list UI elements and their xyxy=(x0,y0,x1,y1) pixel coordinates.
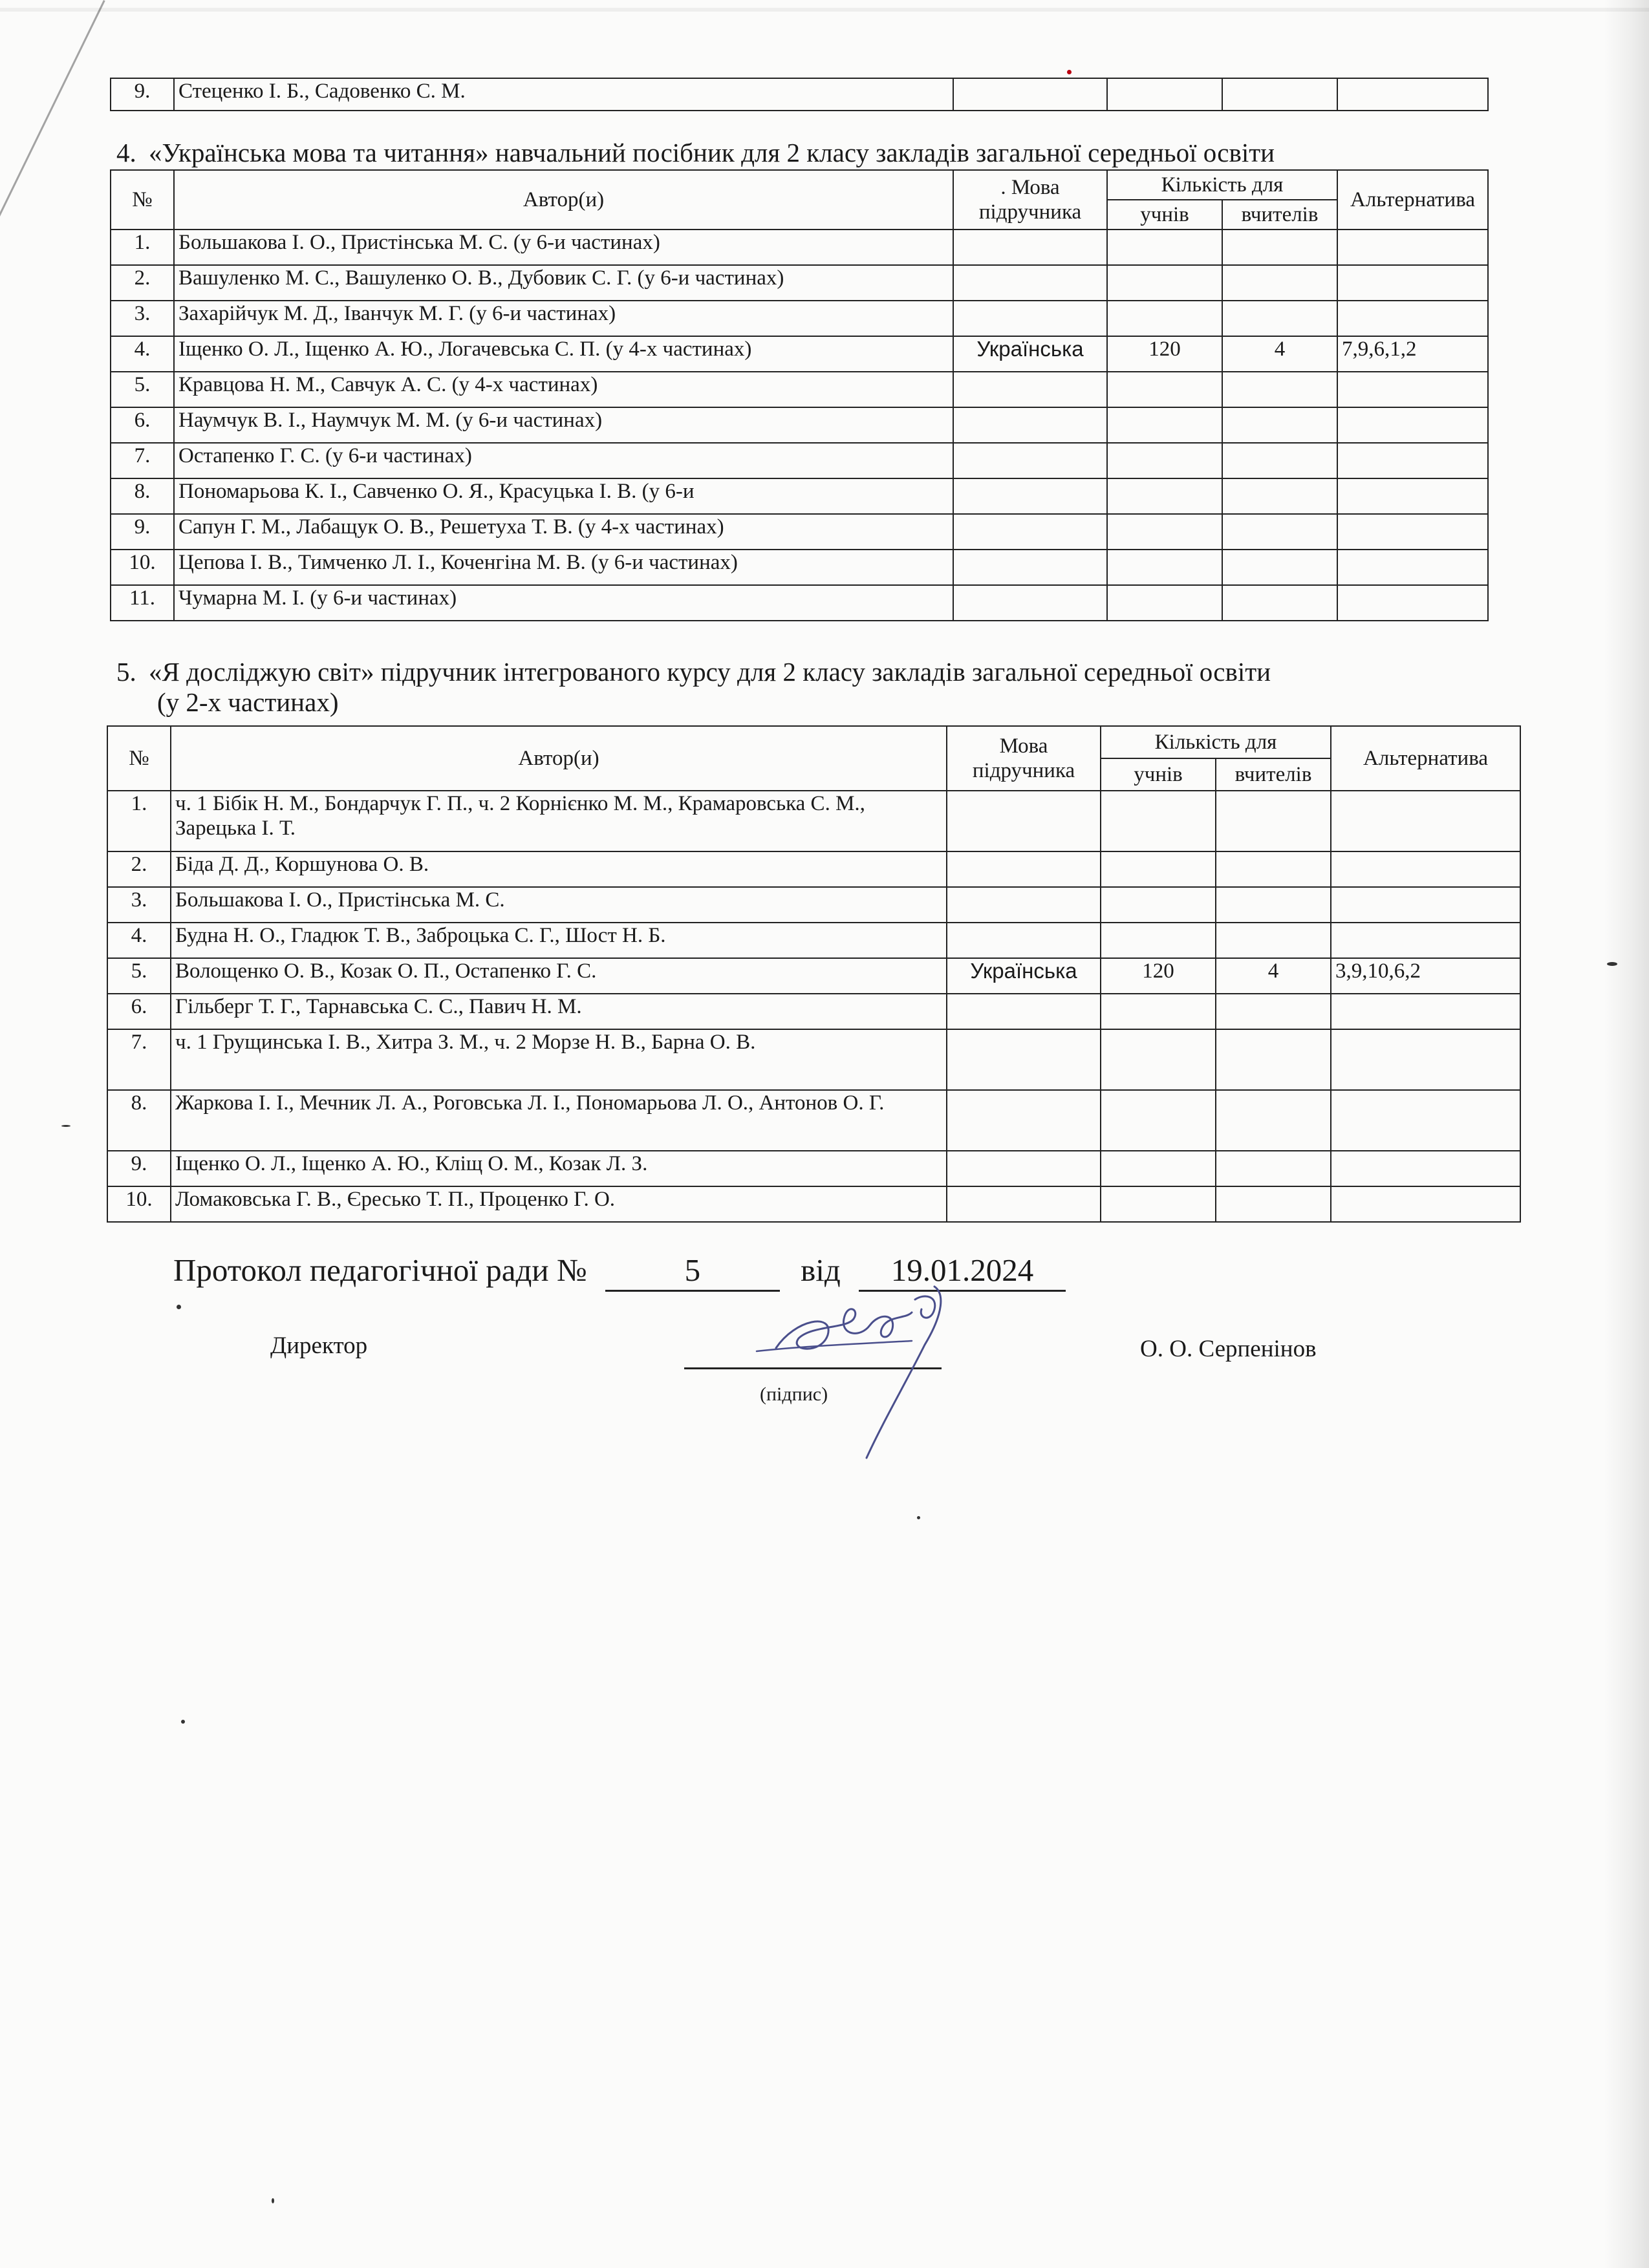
language-cell xyxy=(953,443,1107,478)
header-num: № xyxy=(107,726,171,791)
row-number: 4. xyxy=(111,336,174,372)
row-number: 3. xyxy=(107,887,171,923)
row-number: 11. xyxy=(111,585,174,621)
students-count-cell xyxy=(1107,301,1222,336)
header-language: Мова підручника xyxy=(947,726,1101,791)
table-row xyxy=(111,514,1488,550)
header-language: . Мова підручника xyxy=(953,170,1107,230)
teachers-count-cell xyxy=(1216,1029,1331,1090)
teachers-count-cell xyxy=(1222,585,1337,621)
language-cell xyxy=(947,1186,1101,1222)
protocol-label: Протокол педагогічної ради № xyxy=(173,1252,587,1288)
students-count-cell xyxy=(1107,478,1222,514)
director-name: О. О. Серпенінов xyxy=(1140,1336,1317,1362)
alternative-cell xyxy=(1331,1186,1520,1222)
table-row xyxy=(107,923,1520,958)
language-cell xyxy=(953,585,1107,621)
students-count-cell xyxy=(1107,372,1222,407)
header-teachers: вчителів xyxy=(1222,200,1337,230)
table-row xyxy=(107,1151,1520,1186)
protocol-date: 19.01.2024 xyxy=(859,1251,1066,1292)
row-number: 5. xyxy=(111,372,174,407)
section-4-table xyxy=(110,169,1489,621)
teachers-count-cell xyxy=(1216,994,1331,1029)
students-count-cell: 120 xyxy=(1107,336,1222,372)
header-students: учнів xyxy=(1101,758,1216,791)
students-count-cell xyxy=(1101,1090,1216,1151)
alternative-cell xyxy=(1337,550,1488,585)
students-count-cell xyxy=(1107,585,1222,621)
author-cell: Большакова І. О., Пристінська М. С. xyxy=(171,887,947,923)
row-number: 4. xyxy=(107,923,171,958)
section-4-title: 4. «Українська мова та читання» навчальний посібник для 2 класу закладів загальної середньої освіти xyxy=(116,138,1275,167)
teachers-count-cell xyxy=(1216,923,1331,958)
author-cell: Захарійчук М. Д., Іванчук М. Г. (у 6-и частинах) xyxy=(174,301,953,336)
table-row xyxy=(111,265,1488,301)
teachers-count-cell xyxy=(1216,1151,1331,1186)
students-count-cell xyxy=(1101,1186,1216,1222)
author-cell: Вашуленко М. С., Вашуленко О. В., Дубовик С. Г. (у 6-и частинах) xyxy=(174,265,953,301)
scan-artifact xyxy=(0,8,1649,12)
students-count-cell xyxy=(1107,550,1222,585)
alternative-cell xyxy=(1331,1090,1520,1151)
header-count: Кількість для xyxy=(1107,170,1337,200)
director-label: Директор xyxy=(270,1332,368,1359)
alternative-cell: 7,9,6,1,2 xyxy=(1337,336,1488,372)
handwritten-signature xyxy=(750,1274,996,1461)
alternative-cell xyxy=(1337,443,1488,478)
alternative-cell xyxy=(1337,230,1488,265)
language-cell xyxy=(947,994,1101,1029)
author-cell: Остапенко Г. С. (у 6-и частинах) xyxy=(174,443,953,478)
table-row xyxy=(111,78,1488,111)
teachers-count-cell xyxy=(1222,550,1337,585)
row-number: 9. xyxy=(107,1151,171,1186)
teachers-count-cell xyxy=(1216,1186,1331,1222)
language-cell xyxy=(953,478,1107,514)
table-row xyxy=(111,478,1488,514)
table-row xyxy=(107,851,1520,887)
teachers-count-cell: 4 xyxy=(1216,958,1331,994)
language-cell xyxy=(947,923,1101,958)
alternative-cell xyxy=(1337,585,1488,621)
language-cell xyxy=(953,265,1107,301)
author-cell: Большакова І. О., Пристінська М. С. (у 6-и частинах) xyxy=(174,230,953,265)
alternative-cell xyxy=(1331,887,1520,923)
table-row xyxy=(107,1186,1520,1222)
teachers-count-cell: 4 xyxy=(1222,336,1337,372)
author-cell: Ломаковська Г. В., Єресько Т. П., Проценко Г. О. xyxy=(171,1186,947,1222)
students-count-cell xyxy=(1107,265,1222,301)
author-cell: Жаркова І. І., Мечник Л. А., Роговська Л. І., Пономарьова Л. О., Антонов О. Г. xyxy=(171,1090,947,1151)
language-cell xyxy=(947,851,1101,887)
author-cell: Гільберг Т. Г., Тарнавська С. С., Павич Н. М. xyxy=(171,994,947,1029)
table-row xyxy=(107,1029,1520,1090)
students-count-cell xyxy=(1101,887,1216,923)
scan-speck xyxy=(1067,70,1072,74)
alternative-cell xyxy=(1337,301,1488,336)
header-num: № xyxy=(111,170,174,230)
row-number: 2. xyxy=(111,265,174,301)
students-count-cell xyxy=(1101,791,1216,851)
alternative-cell xyxy=(1337,78,1488,111)
language-cell: Українська xyxy=(947,958,1101,994)
header-alternative: Альтернатива xyxy=(1331,726,1520,791)
protocol-from-label: від xyxy=(801,1252,841,1288)
teachers-count-cell xyxy=(1222,443,1337,478)
section-5-title: 5. «Я досліджую світ» підручник інтегрованого курсу для 2 класу закладів загальної середньої освіти xyxy=(116,657,1271,687)
section-5-table xyxy=(107,725,1521,1223)
teachers-count-cell xyxy=(1222,265,1337,301)
row-number: 6. xyxy=(111,407,174,443)
students-count-cell: 120 xyxy=(1101,958,1216,994)
row-number: 9. xyxy=(111,78,174,111)
alternative-cell xyxy=(1337,372,1488,407)
table-row xyxy=(111,336,1488,372)
alternative-cell xyxy=(1331,994,1520,1029)
alternative-cell xyxy=(1331,923,1520,958)
table-row xyxy=(111,230,1488,265)
alternative-cell xyxy=(1337,478,1488,514)
row-number: 9. xyxy=(111,514,174,550)
language-cell xyxy=(953,230,1107,265)
language-cell xyxy=(947,887,1101,923)
table-row xyxy=(111,550,1488,585)
header-students: учнів xyxy=(1107,200,1222,230)
row-number: 10. xyxy=(111,550,174,585)
teachers-count-cell xyxy=(1216,851,1331,887)
students-count-cell xyxy=(1101,851,1216,887)
scan-speck xyxy=(917,1516,920,1519)
author-cell: Наумчук В. І., Наумчук М. М. (у 6-и частинах) xyxy=(174,407,953,443)
alternative-cell xyxy=(1337,407,1488,443)
students-count-cell xyxy=(1101,1029,1216,1090)
language-cell xyxy=(953,301,1107,336)
students-count-cell xyxy=(1101,1151,1216,1186)
language-cell xyxy=(953,514,1107,550)
alternative-cell: 3,9,10,6,2 xyxy=(1331,958,1520,994)
language-cell xyxy=(947,1151,1101,1186)
author-cell: ч. 1 Бібік Н. М., Бондарчук Г. П., ч. 2 Корнієнко М. М., Крамаровська С. М., Зарецька І. Т. xyxy=(171,791,947,851)
students-count-cell xyxy=(1107,230,1222,265)
language-cell xyxy=(947,791,1101,851)
students-count-cell xyxy=(1107,78,1222,111)
table-row xyxy=(107,887,1520,923)
scan-speck xyxy=(61,1125,70,1127)
scan-speck xyxy=(272,2198,274,2203)
header-alternative: Альтернатива xyxy=(1337,170,1488,230)
header-author: Автор(и) xyxy=(174,170,953,230)
section-5-title-cont: (у 2-х частинах) xyxy=(157,687,339,717)
author-cell: Іщенко О. Л., Іщенко А. Ю., Кліщ О. М., Козак Л. З. xyxy=(171,1151,947,1186)
scan-speck xyxy=(177,1305,181,1309)
signature-caption: (підпис) xyxy=(760,1384,828,1405)
header-author: Автор(и) xyxy=(171,726,947,791)
header-teachers: вчителів xyxy=(1216,758,1331,791)
table-row xyxy=(107,1090,1520,1151)
students-count-cell xyxy=(1107,407,1222,443)
author-cell: Волощенко О. В., Козак О. П., Остапенко Г. С. xyxy=(171,958,947,994)
author-cell: ч. 1 Грущинська І. В., Хитра З. М., ч. 2 Морзе Н. В., Барна О. В. xyxy=(171,1029,947,1090)
row-number: 8. xyxy=(111,478,174,514)
teachers-count-cell xyxy=(1222,372,1337,407)
teachers-count-cell xyxy=(1216,887,1331,923)
alternative-cell xyxy=(1337,265,1488,301)
teachers-count-cell xyxy=(1222,514,1337,550)
teachers-count-cell xyxy=(1222,230,1337,265)
author-cell: Будна Н. О., Гладюк Т. В., Заброцька С. Г., Шост Н. Б. xyxy=(171,923,947,958)
author-cell: Кравцова Н. М., Савчук А. С. (у 4-х частинах) xyxy=(174,372,953,407)
table-row xyxy=(111,585,1488,621)
alternative-cell xyxy=(1331,851,1520,887)
language-cell xyxy=(947,1090,1101,1151)
language-cell xyxy=(947,1029,1101,1090)
row-number: 7. xyxy=(107,1029,171,1090)
teachers-count-cell xyxy=(1222,407,1337,443)
alternative-cell xyxy=(1337,514,1488,550)
row-number: 7. xyxy=(111,443,174,478)
teachers-count-cell xyxy=(1216,791,1331,851)
author-cell: Біда Д. Д., Коршунова О. В. xyxy=(171,851,947,887)
language-cell xyxy=(953,78,1107,111)
author-cell: Цепова І. В., Тимченко Л. І., Коченгіна М. В. (у 6-и частинах) xyxy=(174,550,953,585)
students-count-cell xyxy=(1101,994,1216,1029)
table-row xyxy=(111,407,1488,443)
alternative-cell xyxy=(1331,791,1520,851)
students-count-cell xyxy=(1101,923,1216,958)
language-cell: Українська xyxy=(953,336,1107,372)
teachers-count-cell xyxy=(1216,1090,1331,1151)
protocol-number: 5 xyxy=(605,1251,780,1292)
row-number: 5. xyxy=(107,958,171,994)
scan-speck xyxy=(181,1720,185,1724)
table-row xyxy=(111,301,1488,336)
author-cell: Стеценко І. Б., Садовенко С. М. xyxy=(174,78,953,111)
alternative-cell xyxy=(1331,1151,1520,1186)
row-number: 10. xyxy=(107,1186,171,1222)
row-number: 3. xyxy=(111,301,174,336)
table-row xyxy=(107,994,1520,1029)
table-row xyxy=(111,372,1488,407)
students-count-cell xyxy=(1107,514,1222,550)
teachers-count-cell xyxy=(1222,78,1337,111)
row-number: 1. xyxy=(111,230,174,265)
author-cell: Пономарьова К. І., Савченко О. Я., Красуцька І. В. (у 6-и xyxy=(174,478,953,514)
continued-table xyxy=(110,78,1489,111)
teachers-count-cell xyxy=(1222,301,1337,336)
author-cell: Чумарна М. І. (у 6-и частинах) xyxy=(174,585,953,621)
language-cell xyxy=(953,550,1107,585)
table-row xyxy=(111,443,1488,478)
author-cell: Іщенко О. Л., Іщенко А. Ю., Логачевська С. П. (у 4-х частинах) xyxy=(174,336,953,372)
row-number: 2. xyxy=(107,851,171,887)
row-number: 6. xyxy=(107,994,171,1029)
header-count: Кількість для xyxy=(1101,726,1331,758)
teachers-count-cell xyxy=(1222,478,1337,514)
author-cell: Сапун Г. М., Лабащук О. В., Решетуха Т. В. (у 4-х частинах) xyxy=(174,514,953,550)
fold-line xyxy=(0,0,105,245)
table-row xyxy=(107,958,1520,994)
alternative-cell xyxy=(1331,1029,1520,1090)
scan-edge-shadow xyxy=(1604,0,1649,2268)
language-cell xyxy=(953,407,1107,443)
language-cell xyxy=(953,372,1107,407)
students-count-cell xyxy=(1107,443,1222,478)
table-row xyxy=(107,791,1520,851)
row-number: 1. xyxy=(107,791,171,851)
row-number: 8. xyxy=(107,1090,171,1151)
